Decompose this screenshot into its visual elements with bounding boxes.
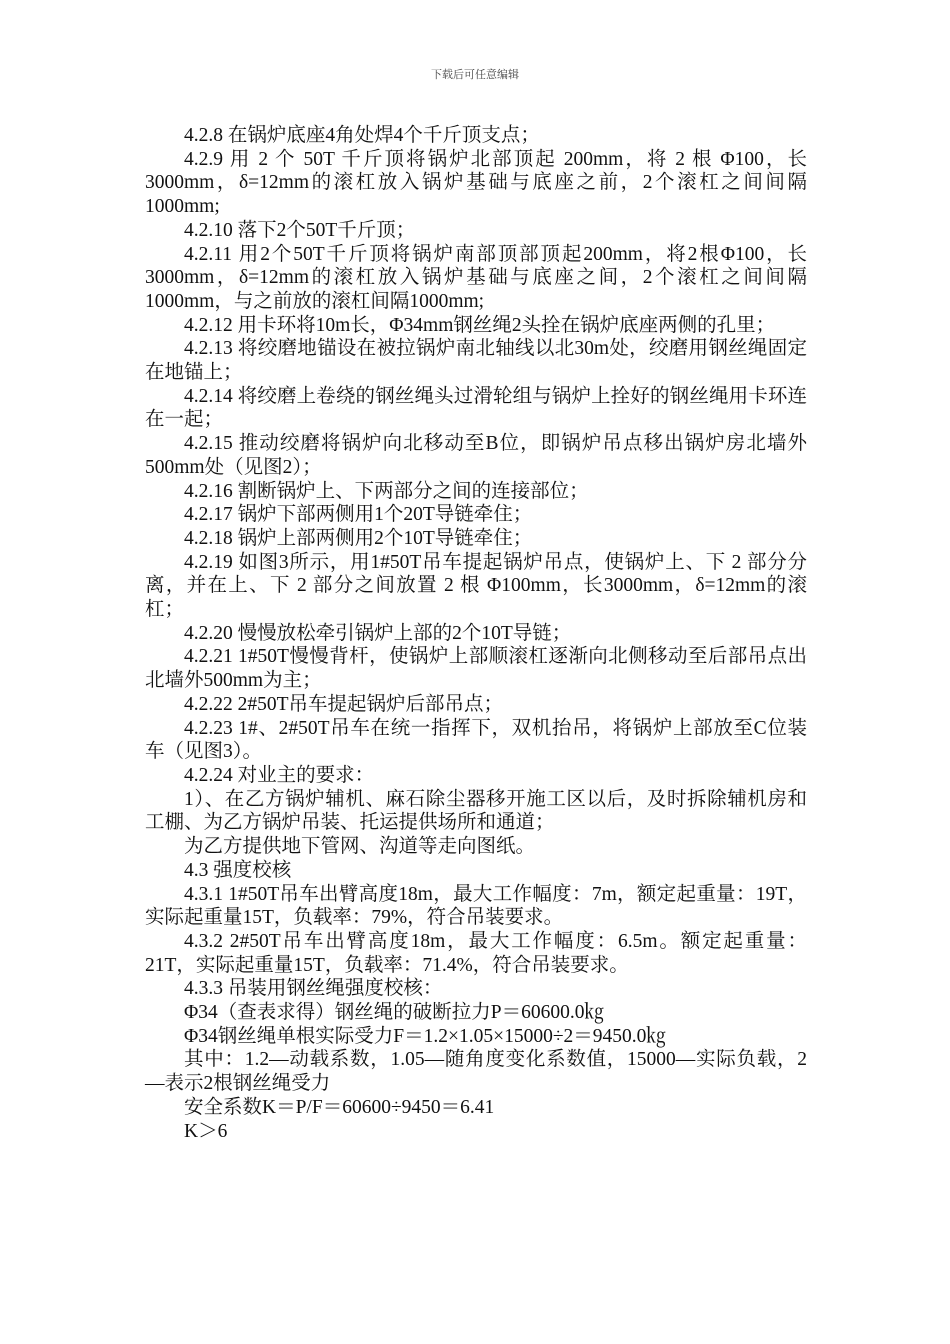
paragraph: 4.2.13 将绞磨地锚设在被拉锅炉南北轴线以北30m处，绞磨用钢丝绳固定在地锚上； — [145, 338, 807, 384]
paragraph: 4.2.15 推动绞磨将锅炉向北移动至B位，即锅炉吊点移出锅炉房北墙外500mm处（见图2）； — [145, 433, 807, 478]
section-heading: 4.3 强度校核 — [184, 859, 292, 881]
paragraph: 1）、在乙方锅炉辅机、麻石除尘器移开施工区以后，及时拆除辅机房和工棚、为乙方锅炉吊装、托运提供场所和通道； — [145, 788, 807, 834]
page-header: 下载后可任意编辑 — [431, 68, 519, 81]
paragraph: 4.2.22 2#50T吊车提起锅炉后部吊点； — [184, 693, 504, 715]
paragraph: 安全系数K＝P/F＝60600÷9450＝6.41 — [184, 1096, 495, 1118]
paragraph: 4.2.19 如图3所示，用1#50T吊车提起锅炉吊点，使锅炉上、下 2 部分分离，并在上、下 2 部分之间放置 2 根 Φ100mm，长3000mm，δ=12mm的滚杠； — [145, 551, 807, 621]
paragraph: 4.2.8 在锅炉底座4角处焊4个千斤顶支点； — [184, 125, 540, 146]
paragraph: 4.2.18 锅炉上部两侧用2个10T导链牵住； — [184, 527, 533, 549]
paragraph: 4.2.24 对业主的要求： — [184, 764, 375, 786]
paragraph: 为乙方提供地下管网、沟道等走向图纸。 — [184, 836, 536, 858]
paragraph: 4.2.12 用卡环将10m长，Φ34mm钢丝绳2头拴在锅炉底座两侧的孔里； — [184, 314, 776, 336]
paragraph: K＞6 — [184, 1120, 228, 1142]
paragraph: 其中：1.2—动载系数，1.05—随角度变化系数值，15000—实际负载，2—表示2根钢丝绳受力 — [145, 1049, 807, 1095]
paragraph: Φ34钢丝绳单根实际受力F＝1.2×1.05×15000÷2＝9450.0㎏ — [184, 1025, 666, 1047]
paragraph: 4.2.10 落下2个50T千斤顶； — [184, 219, 416, 241]
paragraph: 4.2.23 1#、2#50T吊车在统一指挥下，双机抬吊，将锅炉上部放至C位装车（见图3）。 — [145, 717, 807, 763]
paragraph: 4.3.2 2#50T吊车出臂高度18m，最大工作幅度：6.5m。额定起重量：21T，实际起重量15T，负载率：71.4%，符合吊装要求。 — [145, 930, 807, 976]
paragraph: 4.2.21 1#50T慢慢背杆，使锅炉上部顺滚杠逐渐向北侧移动至后部吊点出北墙外500mm为主； — [145, 646, 807, 692]
paragraph: 4.3.3 吊装用钢丝绳强度校核： — [184, 978, 443, 1000]
paragraph: Φ34（查表求得）钢丝绳的破断拉力P＝60600.0㎏ — [184, 1002, 604, 1024]
paragraph: 4.2.11 用2个50T千斤顶将锅炉南部顶部顶起200mm，将2根Φ100，长3000mm，δ=12mm的滚杠放入锅炉基础与底座之间，2个滚杠之间间隔1000mm，与之前放的滚杠间隔1000mm; — [145, 243, 807, 312]
paragraph: 4.2.16 割断锅炉上、下两部分之间的连接部位； — [184, 480, 589, 502]
paragraph: 4.3.1 1#50T吊车出臂高度18m，最大工作幅度：7m，额定起重量：19T，实际起重量15T，负载率：79%，符合吊装要求。 — [145, 883, 807, 929]
paragraph: 4.2.20 慢慢放松牵引锅炉上部的2个10T导链； — [184, 622, 572, 644]
document-body — [145, 124, 807, 1143]
paragraph: 4.2.14 将绞磨上卷绕的钢丝绳头过滑轮组与锅炉上拴好的钢丝绳用卡环连在一起； — [145, 385, 807, 431]
paragraph: 4.2.17 锅炉下部两侧用1个20T导链牵住； — [184, 504, 533, 526]
paragraph: 4.2.9 用 2 个 50T 千斤顶将锅炉北部顶起 200mm，将 2 根 Φ100，长3000mm，δ=12mm的滚杠放入锅炉基础与底座之前，2个滚杠之间间隔1000mm; — [145, 148, 807, 218]
